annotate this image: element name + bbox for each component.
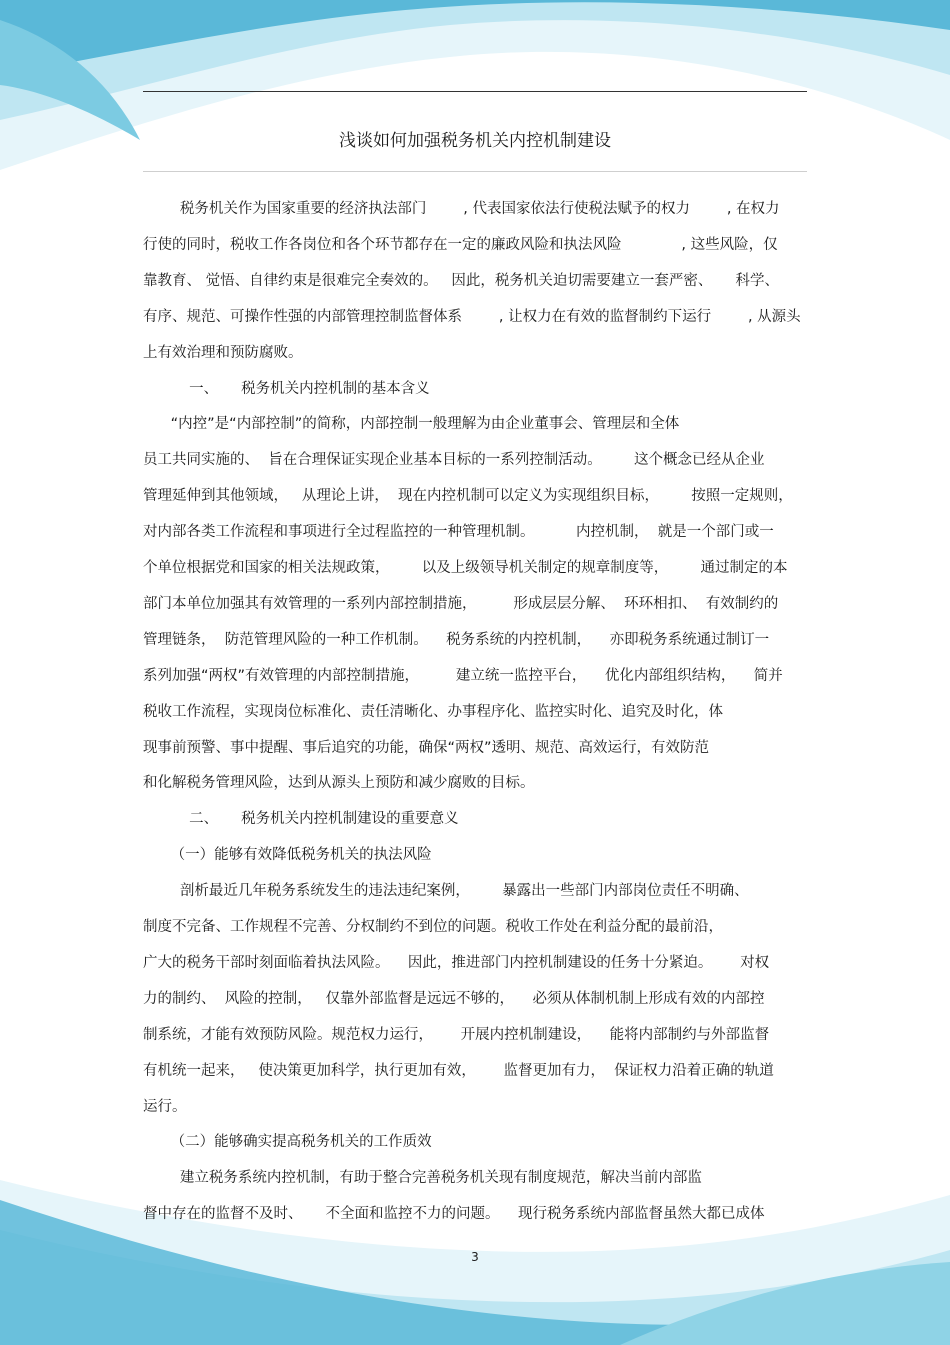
body-text-line: 系列加强“两权”有效管理的内部控制措施， 建立统一监控平台， 优化内部组织结构， 简并 [143, 667, 783, 684]
body-text-line: 现事前预警、事中提醒、事后追究的功能，确保“两权”透明、规范、高效运行，有效防范 [143, 739, 710, 756]
body-text-line: （二）能够确实提高税务机关的工作质效 [143, 1134, 432, 1151]
body-text-line: 一、 税务机关内控机制的基本含义 [143, 380, 430, 397]
body-text-line: 税务机关作为国家重要的经济执法部门 , 代表国家依法行使税法赋予的权力 , 在权力 [143, 201, 780, 217]
body-text-line: 个单位根据党和国家的相关法规政策， 以及上级领导机关制定的规章制度等， 通过制定的本 [143, 560, 788, 576]
body-text-line: 剖析最近几年税务系统发生的违法违纪案例， 暴露出一些部门内部岗位责任不明确、 [143, 883, 749, 900]
body-text-line: 建立税务系统内控机制，有助于整合完善税务机关现有制度规范，解决当前内部监 [143, 1170, 702, 1187]
body-text-line: 广大的税务干部时刻面临着执法风险。 因此，推进部门内控机制建设的任务十分紧迫。 对权 [143, 954, 770, 971]
body-text-line: 对内部各类工作流程和事项进行全过程监控的一种管理机制。 内控机制， 就是一个部门或一 [143, 524, 774, 541]
body-text-line: 管理链条， 防范管理风险的一种工作机制。 税务系统的内控机制， 亦即税务系统通过制订一 [143, 631, 770, 648]
title-underline [143, 171, 807, 172]
body-text-line: 制度不完备、工作规程不完善、分权制约不到位的问题。税收工作处在利益分配的最前沿， [143, 919, 723, 935]
body-text-line: 靠教育、 觉悟、自律约束是很难完全奏效的。 因此，税务机关迫切需要建立一套严密、 科学、 [143, 272, 779, 289]
document-title: 浅谈如何加强税务机关内控机制建设 [339, 131, 611, 151]
body-text-line: 运行。 [143, 1098, 187, 1115]
body-text-line: 有机统一起来， 使决策更加科学，执行更加有效， 监督更加有力， 保证权力沿着正确的轨道 [143, 1062, 774, 1079]
body-text-line: 和化解税务管理风险，达到从源头上预防和减少腐败的目标。 [143, 775, 535, 792]
body-text-line: 税收工作流程，实现岗位标准化、责任清晰化、办事程序化、监控实时化、追究及时化，体 [143, 703, 723, 720]
header-rule [143, 91, 807, 92]
body-text-line: 上有效治理和预防腐败。 [143, 344, 303, 361]
body-text-line: 二、 税务机关内控机制建设的重要意义 [143, 811, 459, 828]
body-text-line: 制系统，才能有效预防风险。规范权力运行， 开展内控机制建设， 能将内部制约与外部监督 [143, 1026, 770, 1043]
body-text-line: （一）能够有效降低税务机关的执法风险 [143, 847, 432, 864]
body-text-line: 管理延伸到其他领域， 从理论上讲， 现在内控机制可以定义为实现组织目标， 按照一定规则， [143, 488, 793, 505]
body-text-line: 行使的同时，税收工作各岗位和各个环节都存在一定的廉政风险和执法风险 , 这些风险，仅 [143, 236, 778, 253]
body-text-line: “内控”是“内部控制”的简称，内部控制一般理解为由企业董事会、管理层和全体 [143, 416, 680, 433]
body-text-line: 力的制约、 风险的控制， 仅靠外部监督是远远不够的， 必须从体制机制上形成有效的内部控 [143, 990, 765, 1007]
body-text-line: 有序、规范、可操作性强的内部管理控制监督体系 , 让权力在有效的监督制约下运行 , 从源头 [143, 308, 801, 325]
body-text-line: 部门本单位加强其有效管理的一系列内部控制措施， 形成层层分解、 环环相扣、 有效制约的 [143, 595, 779, 612]
body-text-line: 督中存在的监督不及时、 不全面和监控不力的问题。 现行税务系统内部监督虽然大都已成体 [143, 1206, 765, 1223]
page-number: 3 [471, 1250, 479, 1264]
body-text-line: 员工共同实施的、 旨在合理保证实现企业基本目标的一系列控制活动。 这个概念已经从企业 [143, 452, 765, 469]
